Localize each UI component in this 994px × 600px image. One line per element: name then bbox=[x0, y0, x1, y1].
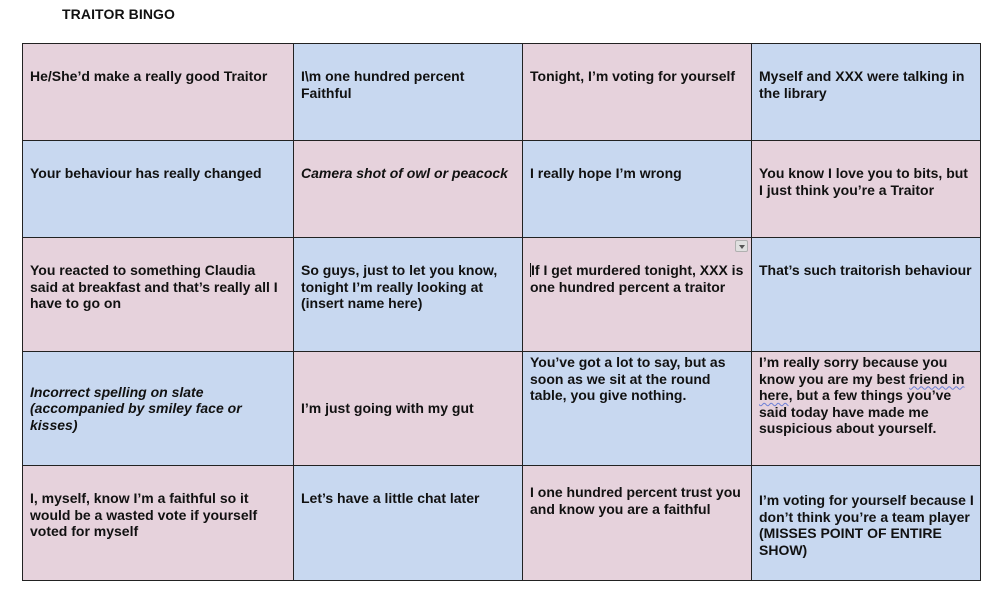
bingo-grid bbox=[22, 43, 981, 581]
document-title: TRAITOR BINGO bbox=[62, 6, 176, 22]
cell-text: That’s such traitorish behaviour bbox=[759, 262, 972, 278]
spellcheck-underline: friend in here bbox=[759, 370, 965, 403]
bingo-cell[interactable] bbox=[23, 44, 294, 141]
bingo-cell[interactable] bbox=[23, 352, 294, 466]
cell-text: So guys, just to let you know, tonight I’m really looking at (insert name here) bbox=[301, 262, 498, 311]
bingo-cell[interactable] bbox=[523, 44, 752, 141]
bingo-cell[interactable] bbox=[523, 466, 752, 581]
cell-text: Myself and XXX were talking in the library bbox=[759, 68, 965, 101]
bingo-cell[interactable] bbox=[294, 352, 523, 466]
cell-text: I one hundred percent trust you and know you are a faithful bbox=[530, 484, 741, 517]
bingo-row bbox=[23, 466, 981, 581]
cell-text: I\m one hundred percent Faithful bbox=[301, 68, 465, 101]
bingo-cell[interactable] bbox=[294, 141, 523, 238]
cell-text: You’ve got a lot to say, but as soon as we sit at the round table, you give nothing. bbox=[530, 354, 726, 403]
bingo-cell[interactable] bbox=[523, 141, 752, 238]
chevron-down-icon[interactable] bbox=[735, 240, 748, 252]
bingo-cell[interactable] bbox=[23, 238, 294, 352]
cell-text: You know I love you to bits, but I just think you’re a Traitor bbox=[759, 165, 968, 198]
bingo-cell[interactable] bbox=[294, 44, 523, 141]
cell-text: He/She’d make a really good Traitor bbox=[30, 68, 268, 84]
bingo-cell[interactable] bbox=[752, 466, 981, 581]
cell-text: Let’s have a little chat later bbox=[301, 490, 480, 506]
cell-text: Your behaviour has really changed bbox=[30, 165, 262, 181]
cell-text-part: , but a few things you’ve said today have made me suspicious about yourself. bbox=[759, 387, 952, 436]
cell-text: Tonight, I’m voting for yourself bbox=[530, 68, 736, 84]
bingo-row bbox=[23, 352, 981, 466]
bingo-cell[interactable] bbox=[23, 466, 294, 581]
bingo-cell[interactable] bbox=[752, 238, 981, 352]
cell-text-part: I’m really sorry because you know you are my best bbox=[759, 354, 948, 387]
cell-text: You reacted to something Claudia said at breakfast and that’s really all I have to go on bbox=[30, 262, 278, 311]
cell-text: Camera shot of owl or peacock bbox=[301, 165, 508, 181]
bingo-cell-selected[interactable] bbox=[523, 238, 752, 352]
bingo-row bbox=[23, 238, 981, 352]
bingo-row bbox=[23, 44, 981, 141]
cell-text: I’m just going with my gut bbox=[301, 400, 474, 417]
bingo-cell[interactable] bbox=[294, 238, 523, 352]
bingo-cell[interactable] bbox=[752, 141, 981, 238]
cell-text: I’m voting for yourself because I don’t think you’re a team player (MISSES POINT OF ENTIRE SHOW) bbox=[759, 492, 974, 558]
bingo-cell[interactable] bbox=[23, 141, 294, 238]
cell-text bbox=[759, 352, 974, 437]
cell-text: Incorrect spelling on slate (accompanied by smiley face or kisses) bbox=[30, 383, 242, 433]
bingo-cell[interactable] bbox=[752, 44, 981, 141]
bingo-cell[interactable] bbox=[752, 352, 981, 466]
cell-text bbox=[530, 238, 745, 295]
cell-text: I really hope I’m wrong bbox=[530, 165, 682, 181]
bingo-cell[interactable] bbox=[294, 466, 523, 581]
bingo-cell[interactable] bbox=[523, 352, 752, 466]
bingo-row bbox=[23, 141, 981, 238]
cell-text: I, myself, know I’m a faithful so it would be a wasted vote if yourself voted for myself bbox=[30, 490, 258, 539]
cell-text-content: If I get murdered tonight, XXX is one hundred percent a traitor bbox=[530, 262, 744, 295]
